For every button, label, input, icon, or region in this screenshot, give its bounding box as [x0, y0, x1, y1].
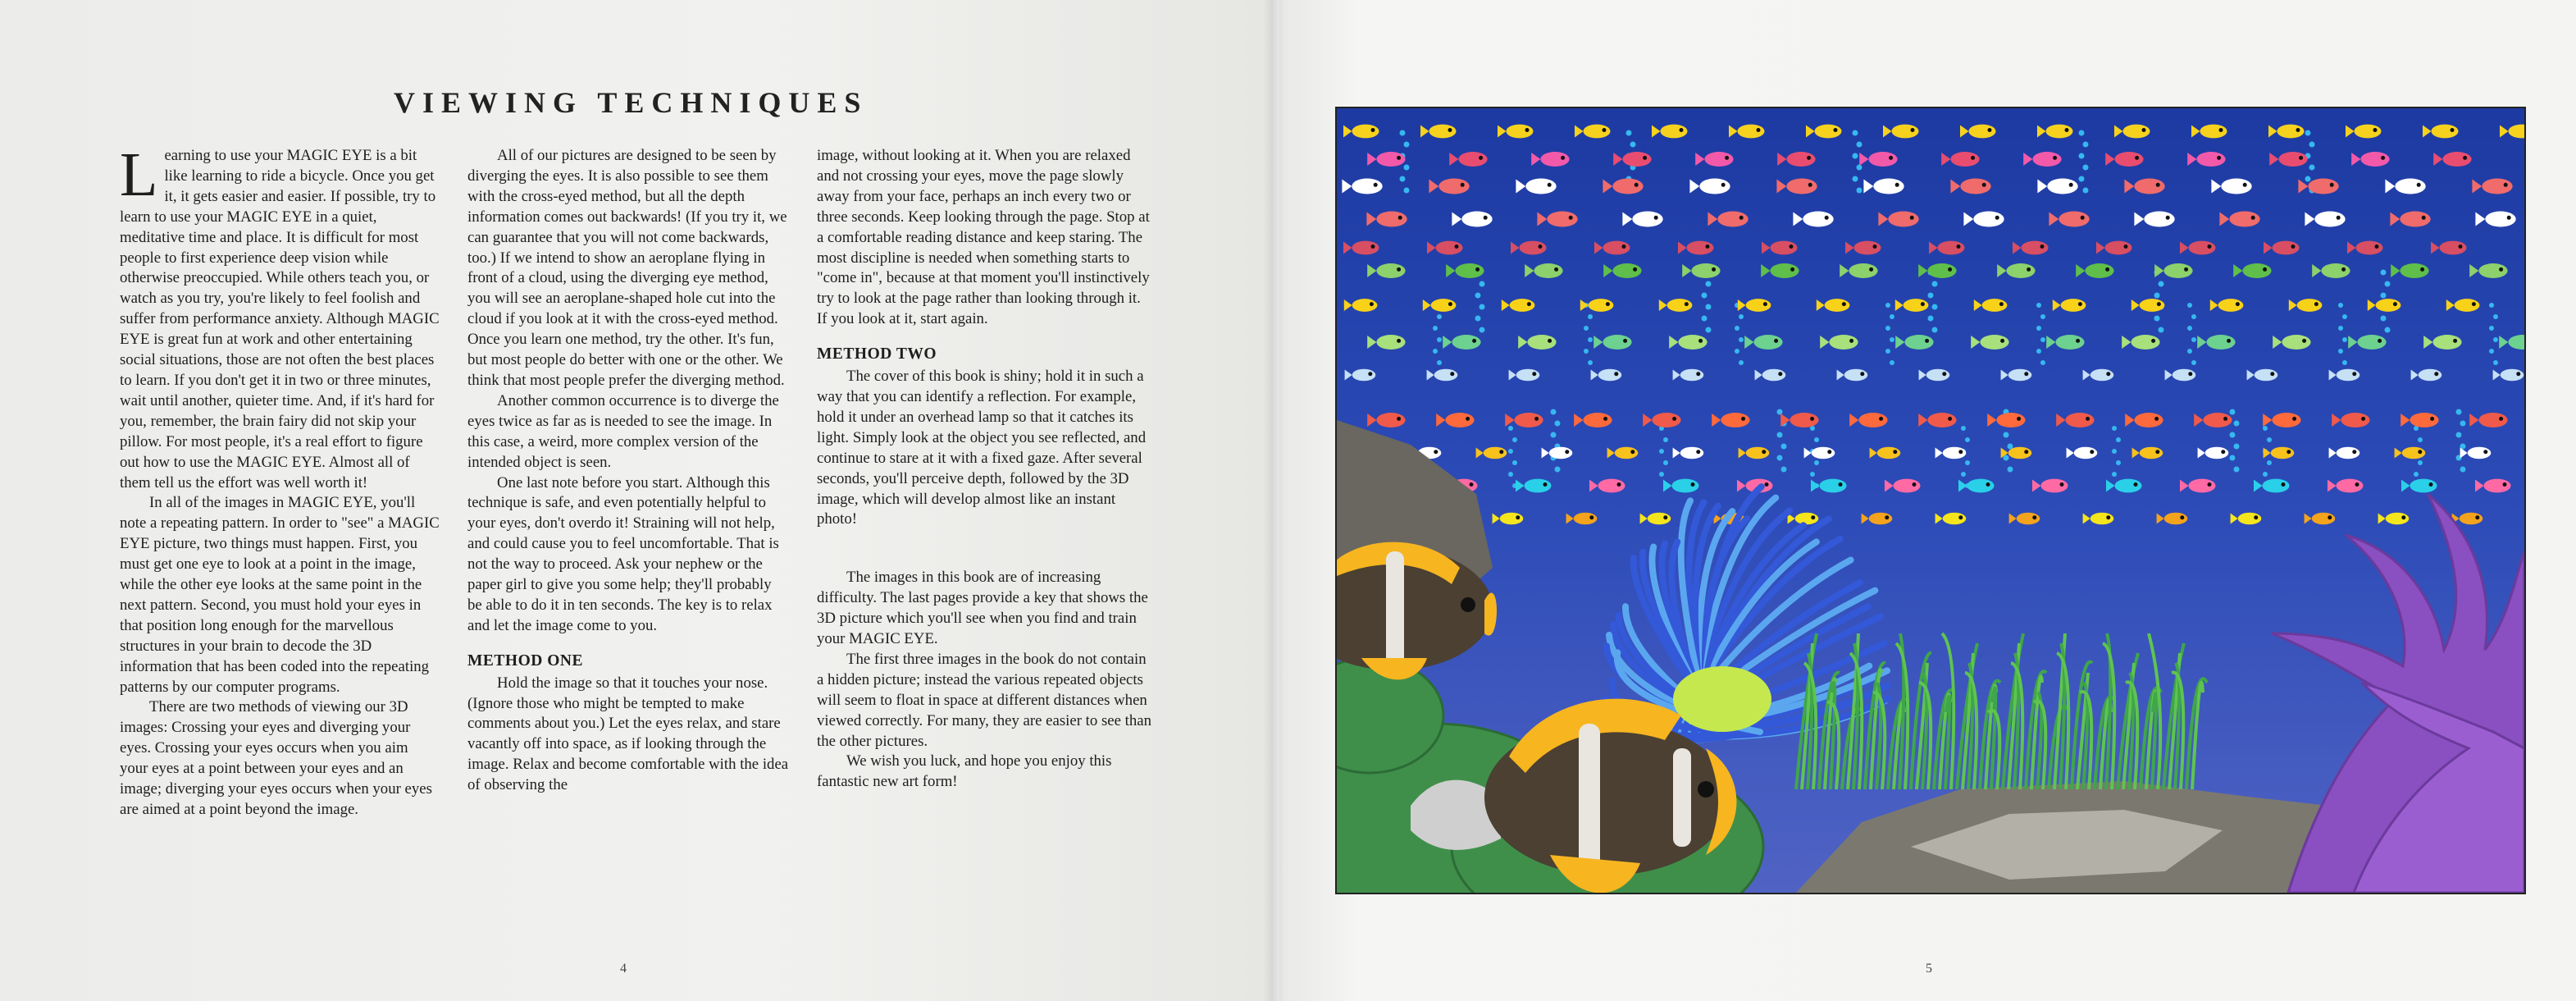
intro-paragraph-text: earning to use your MAGIC EYE is a bit like learning to ride a bicycle. Once you get it, it gets easier and easier. If possible, try to learn to use your MAGIC EYE in a quiet, meditative time and place. It is difficult for most people to first experience deep vision while otherwise preoccupied. While others teach you, or watch as you try, you're likely to feel foolish and suffer from performance anxiety. Although MAGIC EYE is great fun at work and other entertaining social situations, those are not often the best places to learn. If you don't get it in two or three minutes, wait until another, quieter time. And, if it's hard for you, remember, the brain fairy did not skip your pillow. For most people, it's a real effort to figure out how to use the MAGIC EYE. Almost all of them tell us the effort was well worth it!: [120, 147, 440, 491]
paragraph: image, without looking at it. When you are relaxed and not crossing your eyes, move the page slowly away from your face, perhaps an inch every two or three seconds. Keep looking through the page. Stop at a comfortable reading distance and keep staring. The most discipline is needed when something starts to "come in", because at that moment you'll instinctively try to look at the page rather than looking through it. If you look at it, start again.: [817, 147, 1150, 328]
intro-paragraph: [120, 140, 440, 493]
paragraph: Another common occurrence is to diverge the eyes twice as far as is needed to see the image. In this case, a weird, more complex version of the intended object is seen.: [467, 391, 779, 471]
paragraph: The cover of this book is shiny; hold it in such a way that you can identify a reflection. For example, hold it under an overhead lamp so that it catches its light. Simply look at the object you see reflected, and continue to stare at it with a fixed gaze. After several seconds, you'll perceive depth, followed by the 3D image, which will develop almost like an instant photo!: [817, 368, 1147, 528]
paragraph: Hold the image so that it touches your nose. (Ignore those who might be tempted to make comments about you.) Let the eyes relax, and stare vacantly off into space, as if looking through the image. Relax and become comfortable with the idea of observing the: [467, 674, 789, 794]
paragraph: We wish you luck, and hope you enjoy this fantastic new art form!: [817, 752, 1112, 791]
drop-cap: L: [120, 140, 158, 209]
page-title: VIEWING TECHNIQUES: [394, 86, 869, 119]
paragraph: In all of the images in MAGIC EYE, you'll note a repeating pattern. In order to "see" a MAGIC EYE picture, two things must happen. First, you must get one eye to look at a point in the image, while the other eye looks at the same point in the next pattern. Second, you must hold your eyes in that position long enough for the marvellous structures in your brain to decode the 3D information that has been coded into the repeating patterns by our computer programs.: [120, 494, 440, 696]
paragraph: The first three images in the book do not contain a hidden picture; instead the various repeated objects will seem to float in space at different distances when viewed correctly. For many, they are easier to see than the other pictures.: [817, 650, 1151, 750]
text-column-3: [817, 146, 1153, 793]
paragraph-gap: [817, 530, 1153, 568]
page-number-right: 5: [1926, 962, 1932, 976]
paragraph: All of our pictures are designed to be seen by diverging the eyes. It is also possible to see them with the cross-eyed method, but all the depth information comes out backwards! (If you try it, we can guarantee that you will not come backwards, too.) If we intend to show an aeroplane flying in front of a cloud, using the diverging eye method, you will see an aeroplane-shaped hole cut into the cloud if you look at it with the cross-eyed method. Once you learn one method, try the other. It's fun, but most people do better with one or the other. We think that most people prefer the diverging method.: [467, 147, 787, 389]
text-column-1: [120, 140, 440, 820]
paragraph: There are two methods of viewing our 3D images: Crossing your eyes and diverging your eyes. Crossing your eyes occurs when you aim your eyes at a point between your eyes and an image; diverging your eyes occurs when your eyes are aimed at a point beyond the image.: [120, 698, 432, 818]
paragraph: One last note before you start. Although this technique is safe, and even potentially helpful to your eyes, don't overdo it! Straining will not help, and could cause you to feel uncomfortable. That is not the way to proceed. Ask your nephew or the paper girl to give you some help; they'll probably be able to do it in ten seconds. The key is to relax and let the image come to you.: [467, 473, 779, 634]
method-one-heading: METHOD ONE: [467, 651, 583, 670]
underwater-scene-image: [1337, 108, 2524, 893]
paragraph: The images in this book are of increasing difficulty. The last pages provide a key that shows the 3D picture which you'll see when you find and train your MAGIC EYE.: [817, 569, 1148, 648]
magic-eye-illustration: [1335, 107, 2526, 894]
method-two-heading: METHOD TWO: [817, 345, 937, 363]
page-number-left: 4: [620, 962, 627, 976]
book-gutter: [1263, 0, 1284, 1001]
text-column-2: [467, 146, 789, 796]
